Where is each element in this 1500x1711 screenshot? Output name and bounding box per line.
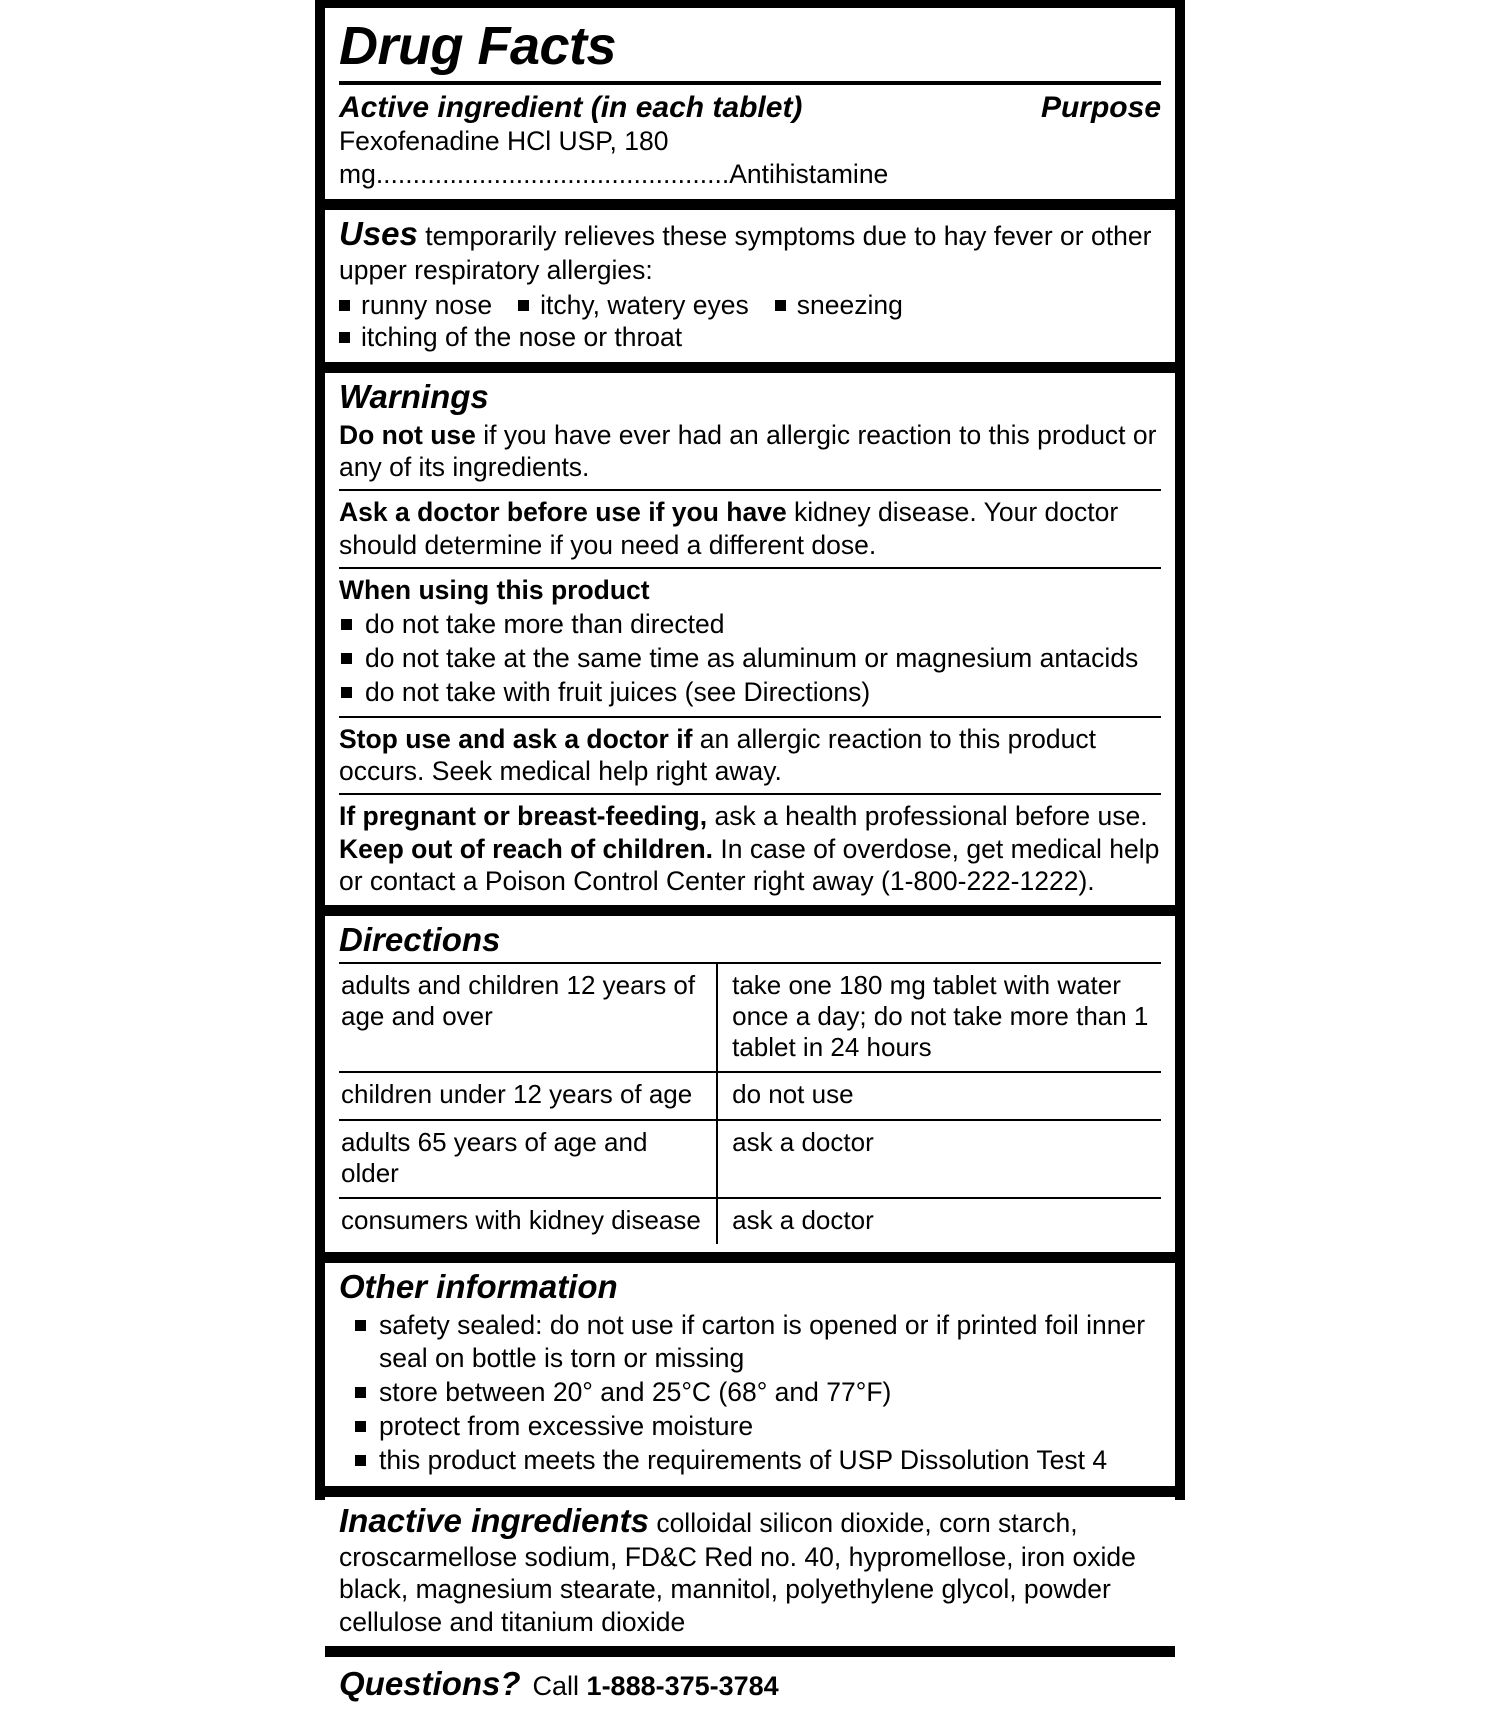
uses-text: temporarily relieves these symptoms due to hay fever or other upper respiratory allergies: <box>339 221 1152 286</box>
ask-doctor-label: Ask a doctor before use if you have <box>339 497 787 528</box>
list-item: store between 20° and 25°C (68° and 77°F) <box>353 1376 1161 1409</box>
list-item: this product meets the requirements of USP Dissolution Test 4 <box>353 1444 1161 1477</box>
active-ingredient-heading: Active ingredient (in each tablet) <box>339 90 803 124</box>
other-information-list <box>339 1309 1161 1478</box>
divider-thick-1 <box>325 199 1175 210</box>
when-using-list <box>339 608 1161 709</box>
inactive-ingredients-heading: Inactive ingredients <box>339 1502 649 1540</box>
drug-facts-panel <box>315 0 1185 1702</box>
divider-thin-2 <box>339 567 1161 569</box>
warning-do-not-use <box>339 419 1161 484</box>
header-block <box>325 8 1175 199</box>
uses-line <box>339 214 1161 286</box>
ask-doctor-text: kidney disease. Your doctor should determine if you need a different dose. <box>339 497 1119 560</box>
stop-use-label: Stop use and ask a doctor if <box>339 723 693 754</box>
stop-use-text: an allergic reaction to this product occurs. Seek medical help right away. <box>339 723 1097 786</box>
uses-block <box>325 210 1175 362</box>
warning-stop-use <box>339 723 1161 788</box>
questions-call <box>533 1671 779 1702</box>
warning-pregnant <box>339 800 1161 832</box>
directions-who: adults 65 years of age and older <box>339 1120 717 1198</box>
page-title: Drug Facts <box>339 16 617 76</box>
active-ingredient-line: Fexofenadine HCl USP, 180 mg................................................Antihistamine <box>339 126 889 190</box>
table-row <box>339 1198 1161 1244</box>
divider-thick-4 <box>325 1252 1175 1263</box>
list-item: itchy, watery eyes <box>518 290 749 322</box>
warnings-heading: Warnings <box>339 377 489 415</box>
title-rule <box>339 81 1161 85</box>
directions-who: children under 12 years of age <box>339 1072 717 1119</box>
divider-thick-6 <box>325 1646 1175 1657</box>
drug-facts-inner <box>325 8 1175 1702</box>
keep-out-label: Keep out of reach of children. <box>339 833 713 864</box>
uses-list <box>339 290 1161 354</box>
directions-table <box>339 962 1161 1244</box>
active-ingredient-headings <box>339 91 1161 126</box>
inactive-ingredients-line <box>339 1501 1161 1638</box>
directions-who: consumers with kidney disease <box>339 1198 717 1244</box>
inactive-ingredients-block <box>325 1497 1175 1646</box>
list-item: do not take more than directed <box>339 608 1161 641</box>
uses-heading: Uses <box>339 215 418 253</box>
warnings-block <box>325 373 1175 905</box>
questions-heading: Questions? <box>339 1664 521 1702</box>
directions-what: ask a doctor <box>717 1198 1161 1244</box>
warning-keep-out <box>339 833 1161 898</box>
divider-thin-3 <box>339 716 1161 718</box>
questions-block <box>325 1657 1175 1711</box>
divider-thin-4 <box>339 793 1161 795</box>
divider-thick-3 <box>325 905 1175 916</box>
pregnant-text: ask a health professional before use. <box>707 801 1148 832</box>
do-not-use-text: if you have ever had an allergic reaction to this product or any of its ingredients. <box>339 419 1157 482</box>
list-item: do not take with fruit juices (see Directions) <box>339 676 1161 709</box>
purpose-heading: Purpose <box>1040 90 1161 124</box>
when-using-label: When using this product <box>339 574 650 605</box>
inactive-ingredients-text: colloidal silicon dioxide, corn starch, croscarmellose sodium, FD&C Red no. 40, hypromellose, iron oxide black, magnesium stearate, mannitol, polyethylene glycol, powder cellulose and titanium dioxide <box>339 1508 1136 1637</box>
list-item: do not take at the same time as aluminum or magnesium antacids <box>339 642 1161 675</box>
divider-thin-1 <box>339 489 1161 491</box>
list-item: runny nose <box>339 290 492 322</box>
list-item: sneezing <box>775 290 903 322</box>
list-item: safety sealed: do not use if carton is opened or if printed foil inner seal on bottle is torn or missing <box>353 1309 1161 1375</box>
call-prefix: Call <box>532 1670 587 1701</box>
directions-what: do not use <box>717 1072 1161 1119</box>
directions-what: take one 180 mg tablet with water once a day; do not take more than 1 tablet in 24 hours <box>717 963 1161 1073</box>
table-row <box>339 963 1161 1073</box>
do-not-use-label: Do not use <box>339 419 476 450</box>
table-row <box>339 1072 1161 1119</box>
list-item: protect from excessive moisture <box>353 1410 1161 1443</box>
list-item: itching of the nose or throat <box>339 322 682 354</box>
table-row <box>339 1120 1161 1198</box>
directions-who: adults and children 12 years of age and over <box>339 963 717 1073</box>
divider-thick-5 <box>325 1486 1175 1497</box>
directions-what: ask a doctor <box>717 1120 1161 1198</box>
directions-block <box>325 916 1175 1252</box>
phone-number[interactable]: 1-888-375-3784 <box>586 1670 779 1701</box>
other-information-block <box>325 1263 1175 1486</box>
pregnant-label: If pregnant or breast-feeding, <box>339 801 708 832</box>
questions-row <box>339 1661 1161 1703</box>
warning-ask-doctor <box>339 496 1161 561</box>
keep-out-text: In case of overdose, get medical help or contact a Poison Control Center right away (1-800-222-1222). <box>339 833 1160 896</box>
divider-thick-2 <box>325 362 1175 373</box>
directions-heading: Directions <box>339 921 501 959</box>
other-information-heading: Other information <box>339 1268 618 1306</box>
